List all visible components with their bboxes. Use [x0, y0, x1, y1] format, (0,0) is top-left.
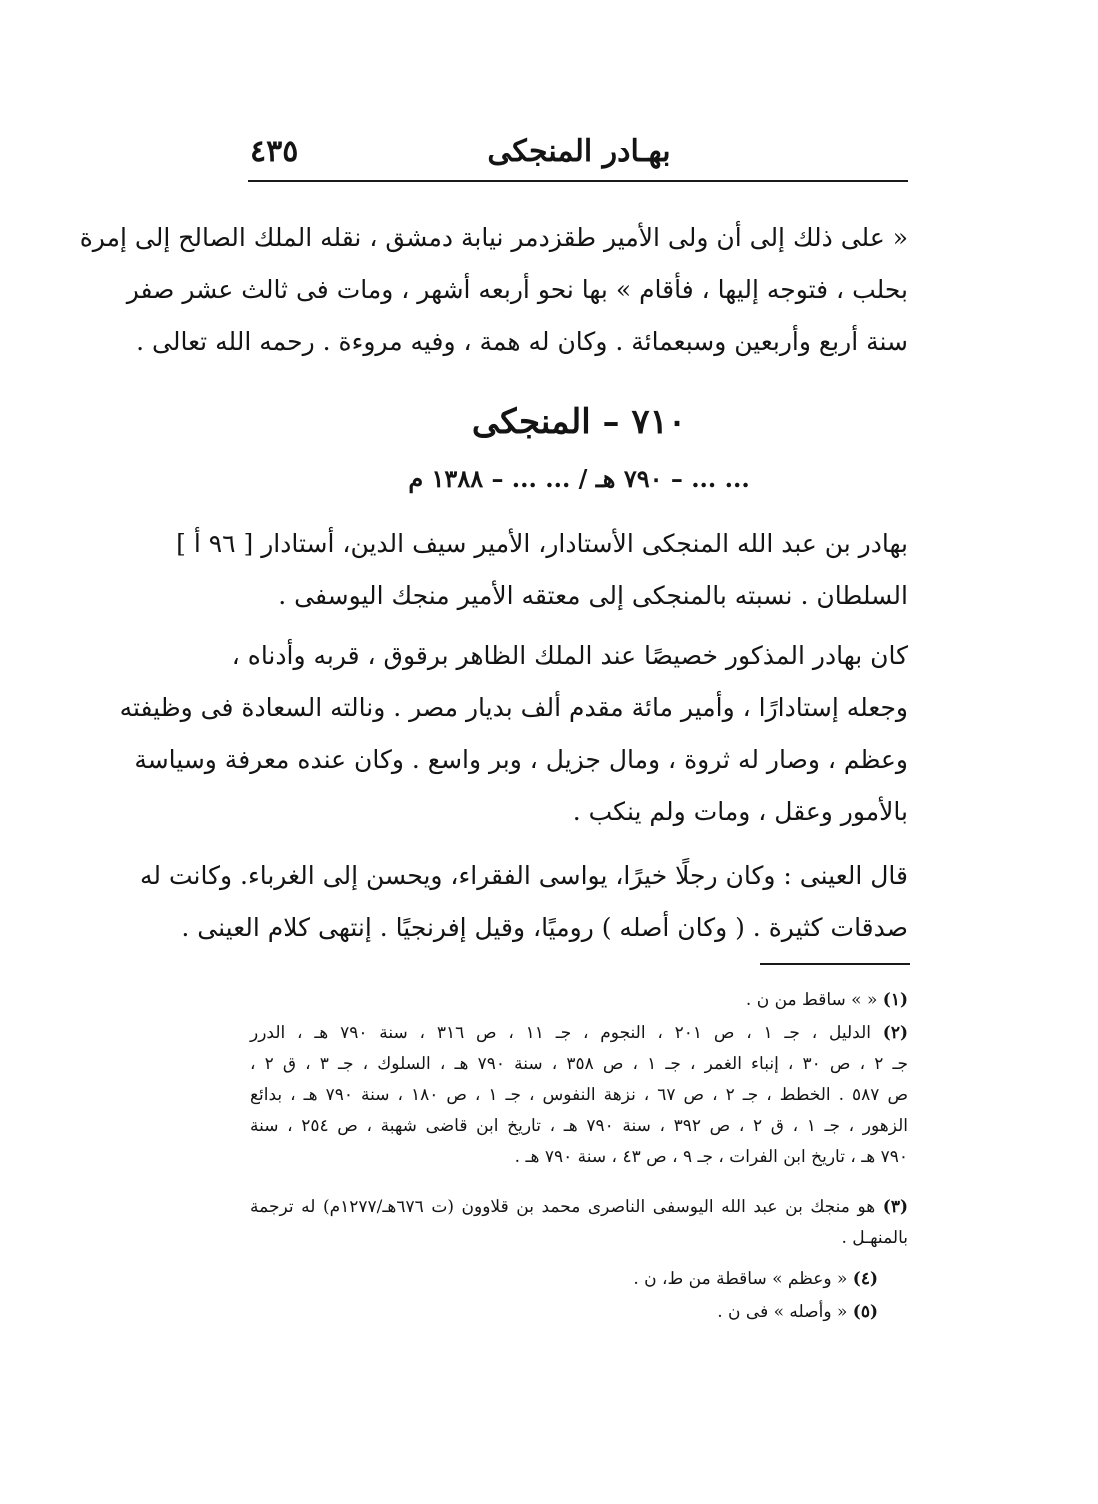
entry-dates: ... ... – ٧٩٠ هـ / ... ... – ١٣٨٨ م — [408, 464, 750, 493]
footnote-number: (٢) — [882, 1023, 909, 1043]
footnote-1 — [250, 985, 908, 1016]
footnote-text: جـ ٢ ، ص ٣٠ ، إنباء الغمر ، جـ ١ ، ص ٣٥٨ ، سنة ٧٩٠ هـ ، السلوك ، جـ ٣ ، ق ٢ ، — [250, 1054, 908, 1074]
footnote-divider — [760, 963, 910, 965]
text-line: السلطان . نسبته بالمنجكى إلى معتقه الأمير منجك اليوسفى . — [278, 581, 908, 610]
page-number: ٤٣٥ — [250, 134, 299, 169]
text-line: وعظم ، وصار له ثروة ، ومال جزيل ، وبر واسع . وكان عنده معرفة وسياسة — [134, 745, 908, 774]
paragraph-2 — [119, 630, 908, 838]
footnote-number: (٣) — [882, 1197, 908, 1217]
footnote-text: « وأصله » فى ن . — [717, 1302, 848, 1322]
footnote-number: (٤) — [852, 1269, 878, 1289]
text-line: سنة أربع وأربعين وسبعمائة . وكان له همة ، وفيه مروءة . رحمه الله تعالى . — [136, 327, 908, 356]
paragraph-1 — [176, 518, 908, 622]
footnote-4 — [250, 1264, 908, 1295]
running-title: بهـادر المنجكى — [487, 134, 671, 169]
footnote-number: (٥) — [852, 1302, 878, 1322]
intro-paragraph — [79, 212, 908, 368]
footnote-text: « » ساقط من ن . — [745, 990, 878, 1010]
text-line: بحلب ، فتوجه إليها ، فأقام » بها نحو أربعه أشهر ، ومات فى ثالث عشر صفر — [126, 275, 908, 304]
footnote-text: ٧٩٠ هـ ، تاريخ ابن الفرات ، جـ ٩ ، ص ٤٣ ، سنة ٧٩٠ هـ . — [514, 1147, 908, 1167]
header-divider — [248, 180, 908, 182]
footnote-text: هو منجك بن عبد الله اليوسفى الناصرى محمد بن قلاوون (ت ٦٧٦هـ/١٢٧٧م) له ترجمة — [250, 1197, 876, 1217]
text-line: قال العينى : وكان رجلًا خيرًا، يواسى الفقراء، ويحسن إلى الغرباء. وكانت له — [139, 861, 908, 890]
footnote-text: بالمنهـل . — [841, 1228, 908, 1248]
footnote-text: الزهور ، جـ ١ ، ق ٢ ، ص ٣٩٢ ، سنة ٧٩٠ هـ ، تاريخ ابن قاضى شهبة ، ص ٢٥٤ ، سنة — [250, 1116, 908, 1136]
paragraph-3 — [139, 850, 908, 954]
text-line: صدقات كثيرة . ( وكان أصله ) روميًا، وقيل إفرنجيًا . إنتهى كلام العينى . — [181, 913, 908, 942]
footnote-3 — [250, 1192, 908, 1254]
text-line: بهادر بن عبد الله المنجكى الأستادار، الأمير سيف الدين، أستادار [ ٩٦ أ ] — [176, 529, 908, 558]
footnote-number: (١) — [882, 990, 908, 1010]
text-line: كان بهادر المذكور خصيصًا عند الملك الظاهر برقوق ، قربه وأدناه ، — [231, 641, 908, 670]
footnote-5 — [250, 1297, 908, 1328]
page-header — [250, 130, 908, 174]
text-line: وجعله إستادارًا ، وأمير مائة مقدم ألف بديار مصر . ونالته السعادة فى وظيفته — [119, 693, 908, 722]
entry-title: ٧١٠ – المنجكى — [471, 402, 687, 442]
footnote-text: الدليل ، جـ ١ ، ص ٢٠١ ، النجوم ، جـ ١١ ، ص ٣١٦ ، سنة ٧٩٠ هـ ، الدرر — [250, 1023, 871, 1043]
text-line: « على ذلك إلى أن ولى الأمير طقزدمر نيابة دمشق ، نقله الملك الصالح إلى إمرة — [79, 223, 908, 252]
text-line: بالأمور وعقل ، ومات ولم ينكب . — [572, 797, 908, 826]
footnote-text: ص ٥٨٧ . الخطط ، جـ ٢ ، ص ٦٧ ، نزهة النفوس ، جـ ١ ، ص ١٨٠ ، سنة ٧٩٠ هـ ، بدائع — [250, 1085, 908, 1105]
footnote-text: « وعظم » ساقطة من ط، ن . — [633, 1269, 848, 1289]
footnote-2 — [250, 1018, 908, 1173]
